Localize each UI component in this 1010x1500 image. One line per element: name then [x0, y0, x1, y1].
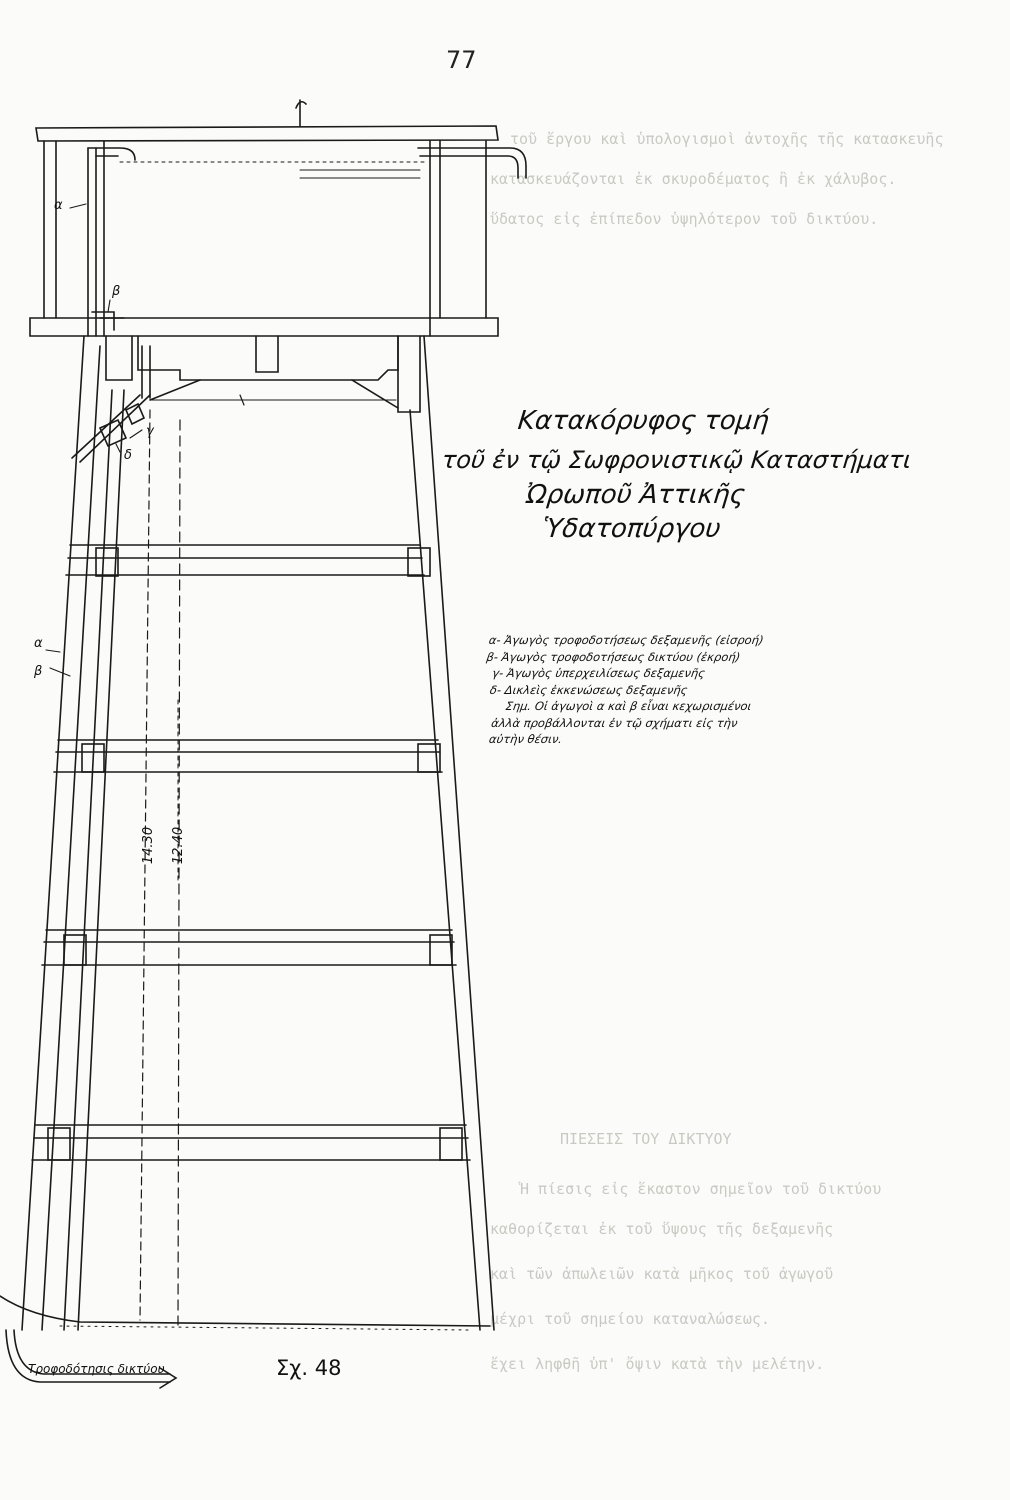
title-line-1: Κατακόρυφος τομή [516, 406, 771, 436]
height-label-inner: 12.40 [171, 826, 187, 865]
label-alpha-side: α [34, 636, 43, 651]
label-beta-top: β [112, 284, 121, 299]
label-delta: δ [124, 448, 132, 463]
supply-pipe-label: Τροφοδότησις δικτύου [28, 1362, 165, 1376]
floor-beam-4 [32, 1125, 470, 1160]
water-tank [30, 141, 498, 336]
legend-item-delta: δ- Δικλεὶς ἐκκενώσεως δεξαμενῆς [489, 682, 689, 697]
label-gamma: γ [146, 424, 154, 439]
ground-line [0, 1296, 490, 1330]
figure-number: Σχ. 48 [276, 1356, 342, 1380]
bleed-through-text: Ἡ πίεσις εἰς ἕκαστον σημεῖον τοῦ δικτύου [520, 1180, 882, 1198]
page-number: 77 [446, 46, 477, 74]
legend [474, 632, 910, 748]
bleed-through-text: καὶ τῶν ἀπωλειῶν κατὰ μῆκος τοῦ ἀγωγοῦ [490, 1265, 834, 1283]
legend-item-beta: β- Ἀγωγὸς τροφοδοτήσεως δικτύου (ἐκροή) [485, 649, 742, 664]
bleed-through-text: τοῦ ἔργου καὶ ὑπολογισμοὶ ἀντοχῆς τῆς κατασκευῆς [510, 130, 944, 148]
tower-walls [22, 336, 494, 1330]
title-line-3: Ὠρωποῦ Ἀττικῆς [524, 480, 747, 510]
legend-item-alpha: α- Ἀγωγὸς τροφοδοτήσεως δεξαμενῆς (εἰσροή) [488, 633, 765, 647]
title-line-4: Ὑδατοπύργου [540, 514, 723, 544]
title-line-2: τοῦ ἐν τῷ Σωφρονιστικῷ Καταστήματι [440, 446, 913, 474]
floor-beam-2 [54, 740, 442, 772]
tank-pipes [88, 148, 526, 336]
height-label-outer: 14.30 [141, 826, 157, 865]
label-beta-side: β [34, 664, 43, 679]
network-supply-pipe [6, 1330, 176, 1388]
bleed-through-text: ὕδατος εἰς ἐπίπεδον ὑψηλότερον τοῦ δικτύου. [490, 210, 879, 228]
floor-beam-1 [66, 545, 430, 576]
legend-note-2: ἀλλὰ προβάλλονται ἐν τῷ σχήματι εἰς τὴν [490, 715, 739, 730]
bleed-through-text: καθορίζεται ἐκ τοῦ ὕψους τῆς δεξαμενῆς [490, 1220, 834, 1238]
legend-note-3: αὐτὴν θέσιν. [488, 732, 564, 746]
bleed-through-text: ἔχει ληφθῆ ὑπ' ὄψιν κατὰ τὴν μελέτην. [490, 1355, 825, 1373]
legend-note-1: Σημ. Οἱ ἀγωγοὶ α καὶ β εἶναι κεχωρισμένοι [504, 699, 753, 713]
bleed-through-text: ΠΙΕΣΕΙΣ ΤΟΥ ΔΙΚΤΥΟΥ [560, 1130, 732, 1148]
label-alpha-top: α [54, 198, 63, 213]
tank-roof [36, 100, 498, 141]
legend-item-gamma: γ- Ἀγωγὸς ὑπερχειλίσεως δεξαμενῆς [491, 666, 706, 680]
bleed-through-text: κατασκευάζονται ἐκ σκυροδέματος ἢ ἐκ χάλυβος. [490, 170, 897, 188]
bleed-through-text: μέχρι τοῦ σημείου καταναλώσεως. [490, 1310, 770, 1328]
tank-support [106, 336, 420, 412]
floor-beam-3 [42, 930, 456, 965]
